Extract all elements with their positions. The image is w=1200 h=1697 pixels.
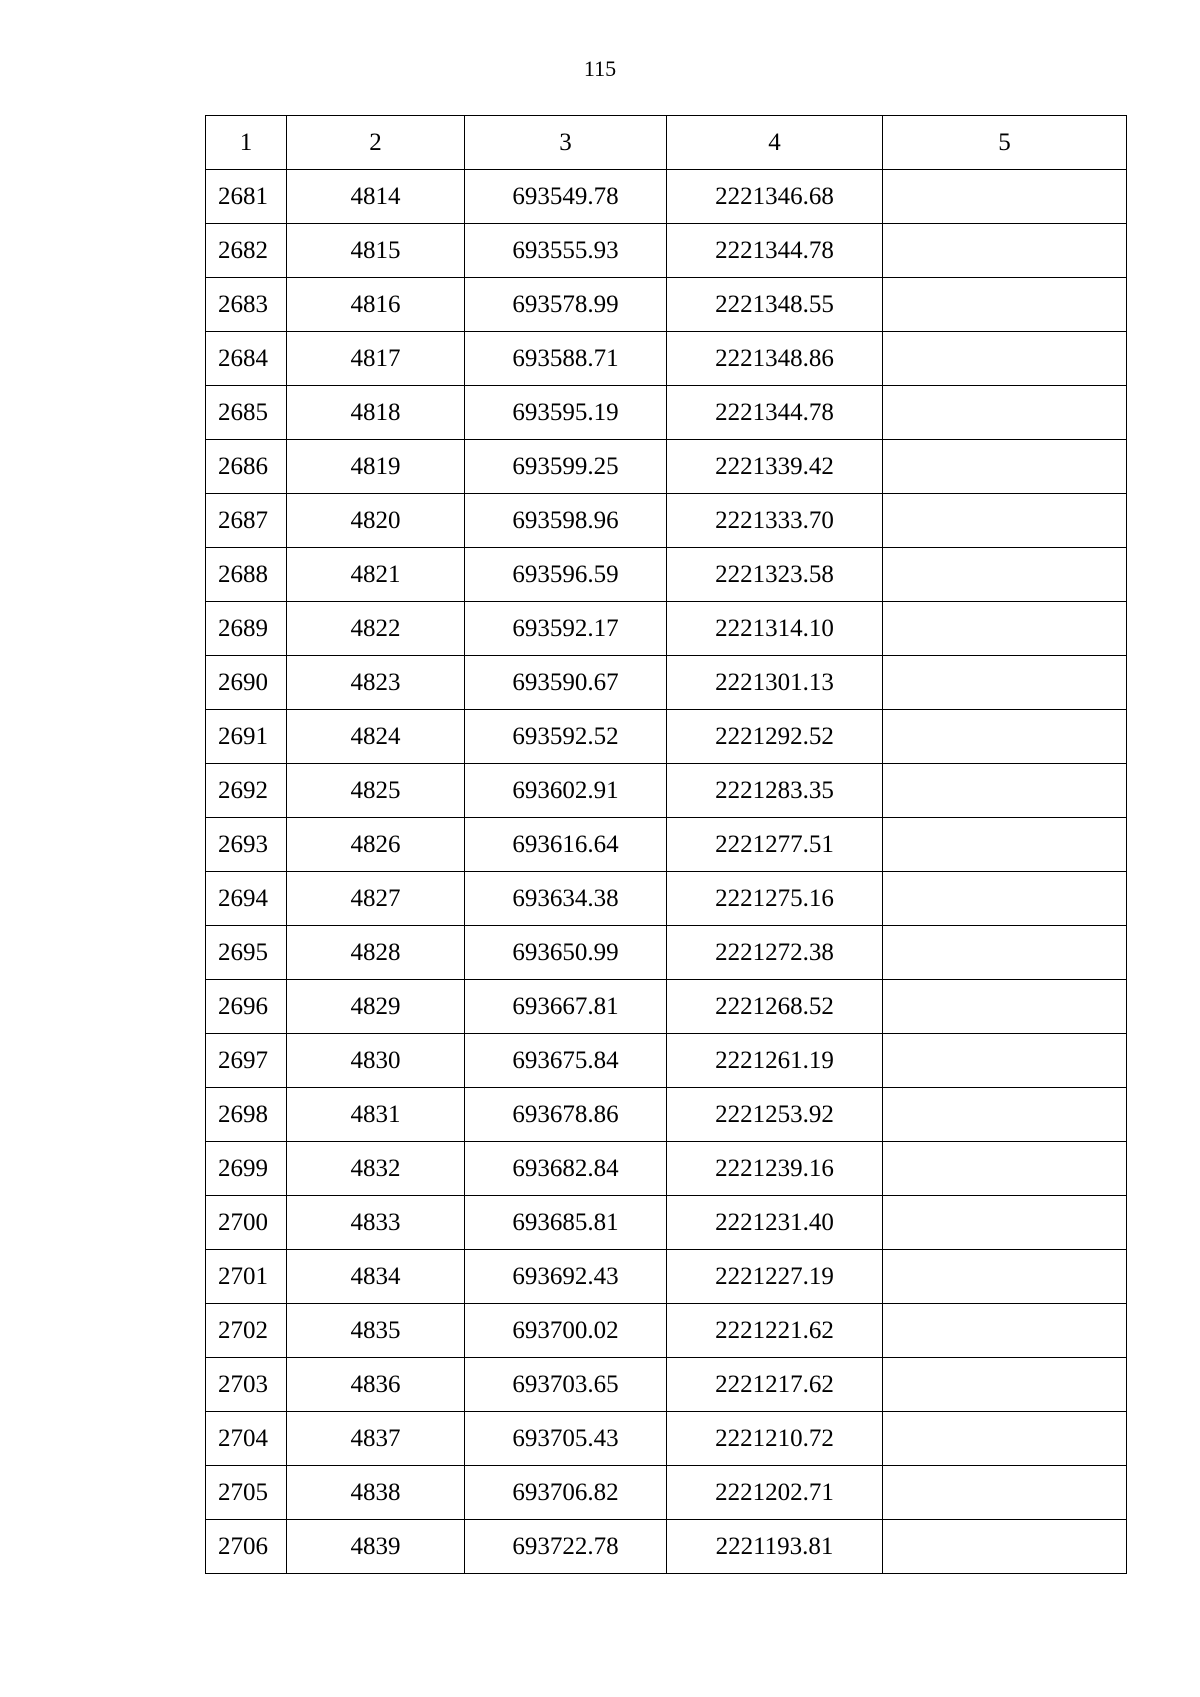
table-row bbox=[206, 1034, 1127, 1088]
x-coordinate-cell: 693703.65 bbox=[465, 1358, 667, 1412]
table-row bbox=[206, 980, 1127, 1034]
note-cell bbox=[883, 440, 1127, 494]
y-coordinate-cell: 2221253.92 bbox=[667, 1088, 883, 1142]
row-number-cell: 2706 bbox=[206, 1520, 287, 1574]
note-cell bbox=[883, 926, 1127, 980]
point-id-cell: 4835 bbox=[287, 1304, 465, 1358]
table-row bbox=[206, 1304, 1127, 1358]
x-coordinate-cell: 693590.67 bbox=[465, 656, 667, 710]
row-number-cell: 2698 bbox=[206, 1088, 287, 1142]
note-cell bbox=[883, 170, 1127, 224]
note-cell bbox=[883, 494, 1127, 548]
row-number-cell: 2702 bbox=[206, 1304, 287, 1358]
table-row bbox=[206, 278, 1127, 332]
y-coordinate-cell: 2221339.42 bbox=[667, 440, 883, 494]
row-number-cell: 2701 bbox=[206, 1250, 287, 1304]
x-coordinate-cell: 693578.99 bbox=[465, 278, 667, 332]
note-cell bbox=[883, 980, 1127, 1034]
table-row bbox=[206, 1466, 1127, 1520]
point-id-cell: 4823 bbox=[287, 656, 465, 710]
x-coordinate-cell: 693595.19 bbox=[465, 386, 667, 440]
note-cell bbox=[883, 1304, 1127, 1358]
note-cell bbox=[883, 1466, 1127, 1520]
x-coordinate-cell: 693650.99 bbox=[465, 926, 667, 980]
point-id-cell: 4827 bbox=[287, 872, 465, 926]
x-coordinate-cell: 693705.43 bbox=[465, 1412, 667, 1466]
table-row bbox=[206, 1196, 1127, 1250]
point-id-cell: 4820 bbox=[287, 494, 465, 548]
y-coordinate-cell: 2221344.78 bbox=[667, 224, 883, 278]
note-cell bbox=[883, 386, 1127, 440]
note-cell bbox=[883, 1142, 1127, 1196]
point-id-cell: 4822 bbox=[287, 602, 465, 656]
table-row bbox=[206, 1142, 1127, 1196]
table-row bbox=[206, 440, 1127, 494]
note-cell bbox=[883, 1520, 1127, 1574]
note-cell bbox=[883, 224, 1127, 278]
point-id-cell: 4817 bbox=[287, 332, 465, 386]
row-number-cell: 2686 bbox=[206, 440, 287, 494]
row-number-cell: 2681 bbox=[206, 170, 287, 224]
point-id-cell: 4831 bbox=[287, 1088, 465, 1142]
table-row bbox=[206, 1088, 1127, 1142]
note-cell bbox=[883, 710, 1127, 764]
header-row bbox=[206, 116, 1127, 170]
row-number-cell: 2695 bbox=[206, 926, 287, 980]
table-row bbox=[206, 1250, 1127, 1304]
note-cell bbox=[883, 656, 1127, 710]
table-row bbox=[206, 332, 1127, 386]
column-header-4: 4 bbox=[667, 116, 883, 170]
table-row bbox=[206, 926, 1127, 980]
x-coordinate-cell: 693678.86 bbox=[465, 1088, 667, 1142]
point-id-cell: 4826 bbox=[287, 818, 465, 872]
table-row bbox=[206, 548, 1127, 602]
y-coordinate-cell: 2221314.10 bbox=[667, 602, 883, 656]
point-id-cell: 4819 bbox=[287, 440, 465, 494]
y-coordinate-cell: 2221277.51 bbox=[667, 818, 883, 872]
point-id-cell: 4821 bbox=[287, 548, 465, 602]
x-coordinate-cell: 693599.25 bbox=[465, 440, 667, 494]
note-cell bbox=[883, 1358, 1127, 1412]
x-coordinate-cell: 693592.52 bbox=[465, 710, 667, 764]
point-id-cell: 4829 bbox=[287, 980, 465, 1034]
x-coordinate-cell: 693592.17 bbox=[465, 602, 667, 656]
column-header-5: 5 bbox=[883, 116, 1127, 170]
x-coordinate-cell: 693700.02 bbox=[465, 1304, 667, 1358]
note-cell bbox=[883, 1412, 1127, 1466]
note-cell bbox=[883, 764, 1127, 818]
point-id-cell: 4815 bbox=[287, 224, 465, 278]
note-cell bbox=[883, 872, 1127, 926]
row-number-cell: 2700 bbox=[206, 1196, 287, 1250]
x-coordinate-cell: 693602.91 bbox=[465, 764, 667, 818]
row-number-cell: 2705 bbox=[206, 1466, 287, 1520]
note-cell bbox=[883, 1034, 1127, 1088]
table-row bbox=[206, 764, 1127, 818]
y-coordinate-cell: 2221217.62 bbox=[667, 1358, 883, 1412]
point-id-cell: 4824 bbox=[287, 710, 465, 764]
x-coordinate-cell: 693555.93 bbox=[465, 224, 667, 278]
table-row bbox=[206, 386, 1127, 440]
row-number-cell: 2697 bbox=[206, 1034, 287, 1088]
row-number-cell: 2683 bbox=[206, 278, 287, 332]
x-coordinate-cell: 693549.78 bbox=[465, 170, 667, 224]
table-row bbox=[206, 1520, 1127, 1574]
table-row bbox=[206, 872, 1127, 926]
column-header-2: 2 bbox=[287, 116, 465, 170]
note-cell bbox=[883, 332, 1127, 386]
point-id-cell: 4830 bbox=[287, 1034, 465, 1088]
table-row bbox=[206, 710, 1127, 764]
point-id-cell: 4825 bbox=[287, 764, 465, 818]
table-row bbox=[206, 656, 1127, 710]
y-coordinate-cell: 2221231.40 bbox=[667, 1196, 883, 1250]
y-coordinate-cell: 2221261.19 bbox=[667, 1034, 883, 1088]
y-coordinate-cell: 2221344.78 bbox=[667, 386, 883, 440]
row-number-cell: 2685 bbox=[206, 386, 287, 440]
x-coordinate-cell: 693616.64 bbox=[465, 818, 667, 872]
point-id-cell: 4818 bbox=[287, 386, 465, 440]
x-coordinate-cell: 693596.59 bbox=[465, 548, 667, 602]
x-coordinate-cell: 693667.81 bbox=[465, 980, 667, 1034]
row-number-cell: 2684 bbox=[206, 332, 287, 386]
y-coordinate-cell: 2221227.19 bbox=[667, 1250, 883, 1304]
y-coordinate-cell: 2221239.16 bbox=[667, 1142, 883, 1196]
y-coordinate-cell: 2221323.58 bbox=[667, 548, 883, 602]
point-id-cell: 4814 bbox=[287, 170, 465, 224]
table-row bbox=[206, 224, 1127, 278]
y-coordinate-cell: 2221272.38 bbox=[667, 926, 883, 980]
y-coordinate-cell: 2221268.52 bbox=[667, 980, 883, 1034]
note-cell bbox=[883, 278, 1127, 332]
note-cell bbox=[883, 1196, 1127, 1250]
table-body bbox=[206, 170, 1127, 1574]
y-coordinate-cell: 2221301.13 bbox=[667, 656, 883, 710]
row-number-cell: 2692 bbox=[206, 764, 287, 818]
y-coordinate-cell: 2221202.71 bbox=[667, 1466, 883, 1520]
row-number-cell: 2688 bbox=[206, 548, 287, 602]
coordinates-table bbox=[205, 115, 1127, 1574]
table-row bbox=[206, 602, 1127, 656]
note-cell bbox=[883, 818, 1127, 872]
row-number-cell: 2704 bbox=[206, 1412, 287, 1466]
x-coordinate-cell: 693634.38 bbox=[465, 872, 667, 926]
page-number: 115 bbox=[583, 56, 617, 81]
row-number-cell: 2691 bbox=[206, 710, 287, 764]
point-id-cell: 4834 bbox=[287, 1250, 465, 1304]
point-id-cell: 4828 bbox=[287, 926, 465, 980]
table-row bbox=[206, 1412, 1127, 1466]
row-number-cell: 2696 bbox=[206, 980, 287, 1034]
point-id-cell: 4838 bbox=[287, 1466, 465, 1520]
x-coordinate-cell: 693598.96 bbox=[465, 494, 667, 548]
point-id-cell: 4837 bbox=[287, 1412, 465, 1466]
point-id-cell: 4836 bbox=[287, 1358, 465, 1412]
row-number-cell: 2694 bbox=[206, 872, 287, 926]
table-header bbox=[206, 116, 1127, 170]
table-row bbox=[206, 494, 1127, 548]
y-coordinate-cell: 2221333.70 bbox=[667, 494, 883, 548]
row-number-cell: 2703 bbox=[206, 1358, 287, 1412]
note-cell bbox=[883, 1250, 1127, 1304]
point-id-cell: 4833 bbox=[287, 1196, 465, 1250]
table-row bbox=[206, 170, 1127, 224]
row-number-cell: 2693 bbox=[206, 818, 287, 872]
x-coordinate-cell: 693675.84 bbox=[465, 1034, 667, 1088]
y-coordinate-cell: 2221348.86 bbox=[667, 332, 883, 386]
row-number-cell: 2682 bbox=[206, 224, 287, 278]
y-coordinate-cell: 2221283.35 bbox=[667, 764, 883, 818]
x-coordinate-cell: 693682.84 bbox=[465, 1142, 667, 1196]
note-cell bbox=[883, 602, 1127, 656]
row-number-cell: 2687 bbox=[206, 494, 287, 548]
row-number-cell: 2689 bbox=[206, 602, 287, 656]
row-number-cell: 2699 bbox=[206, 1142, 287, 1196]
x-coordinate-cell: 693706.82 bbox=[465, 1466, 667, 1520]
y-coordinate-cell: 2221292.52 bbox=[667, 710, 883, 764]
table-row bbox=[206, 818, 1127, 872]
x-coordinate-cell: 693588.71 bbox=[465, 332, 667, 386]
table-row bbox=[206, 1358, 1127, 1412]
y-coordinate-cell: 2221193.81 bbox=[667, 1520, 883, 1574]
x-coordinate-cell: 693722.78 bbox=[465, 1520, 667, 1574]
point-id-cell: 4816 bbox=[287, 278, 465, 332]
point-id-cell: 4832 bbox=[287, 1142, 465, 1196]
y-coordinate-cell: 2221346.68 bbox=[667, 170, 883, 224]
y-coordinate-cell: 2221275.16 bbox=[667, 872, 883, 926]
column-header-1: 1 bbox=[206, 116, 287, 170]
y-coordinate-cell: 2221348.55 bbox=[667, 278, 883, 332]
y-coordinate-cell: 2221210.72 bbox=[667, 1412, 883, 1466]
column-header-3: 3 bbox=[465, 116, 667, 170]
note-cell bbox=[883, 548, 1127, 602]
point-id-cell: 4839 bbox=[287, 1520, 465, 1574]
x-coordinate-cell: 693685.81 bbox=[465, 1196, 667, 1250]
note-cell bbox=[883, 1088, 1127, 1142]
x-coordinate-cell: 693692.43 bbox=[465, 1250, 667, 1304]
row-number-cell: 2690 bbox=[206, 656, 287, 710]
y-coordinate-cell: 2221221.62 bbox=[667, 1304, 883, 1358]
